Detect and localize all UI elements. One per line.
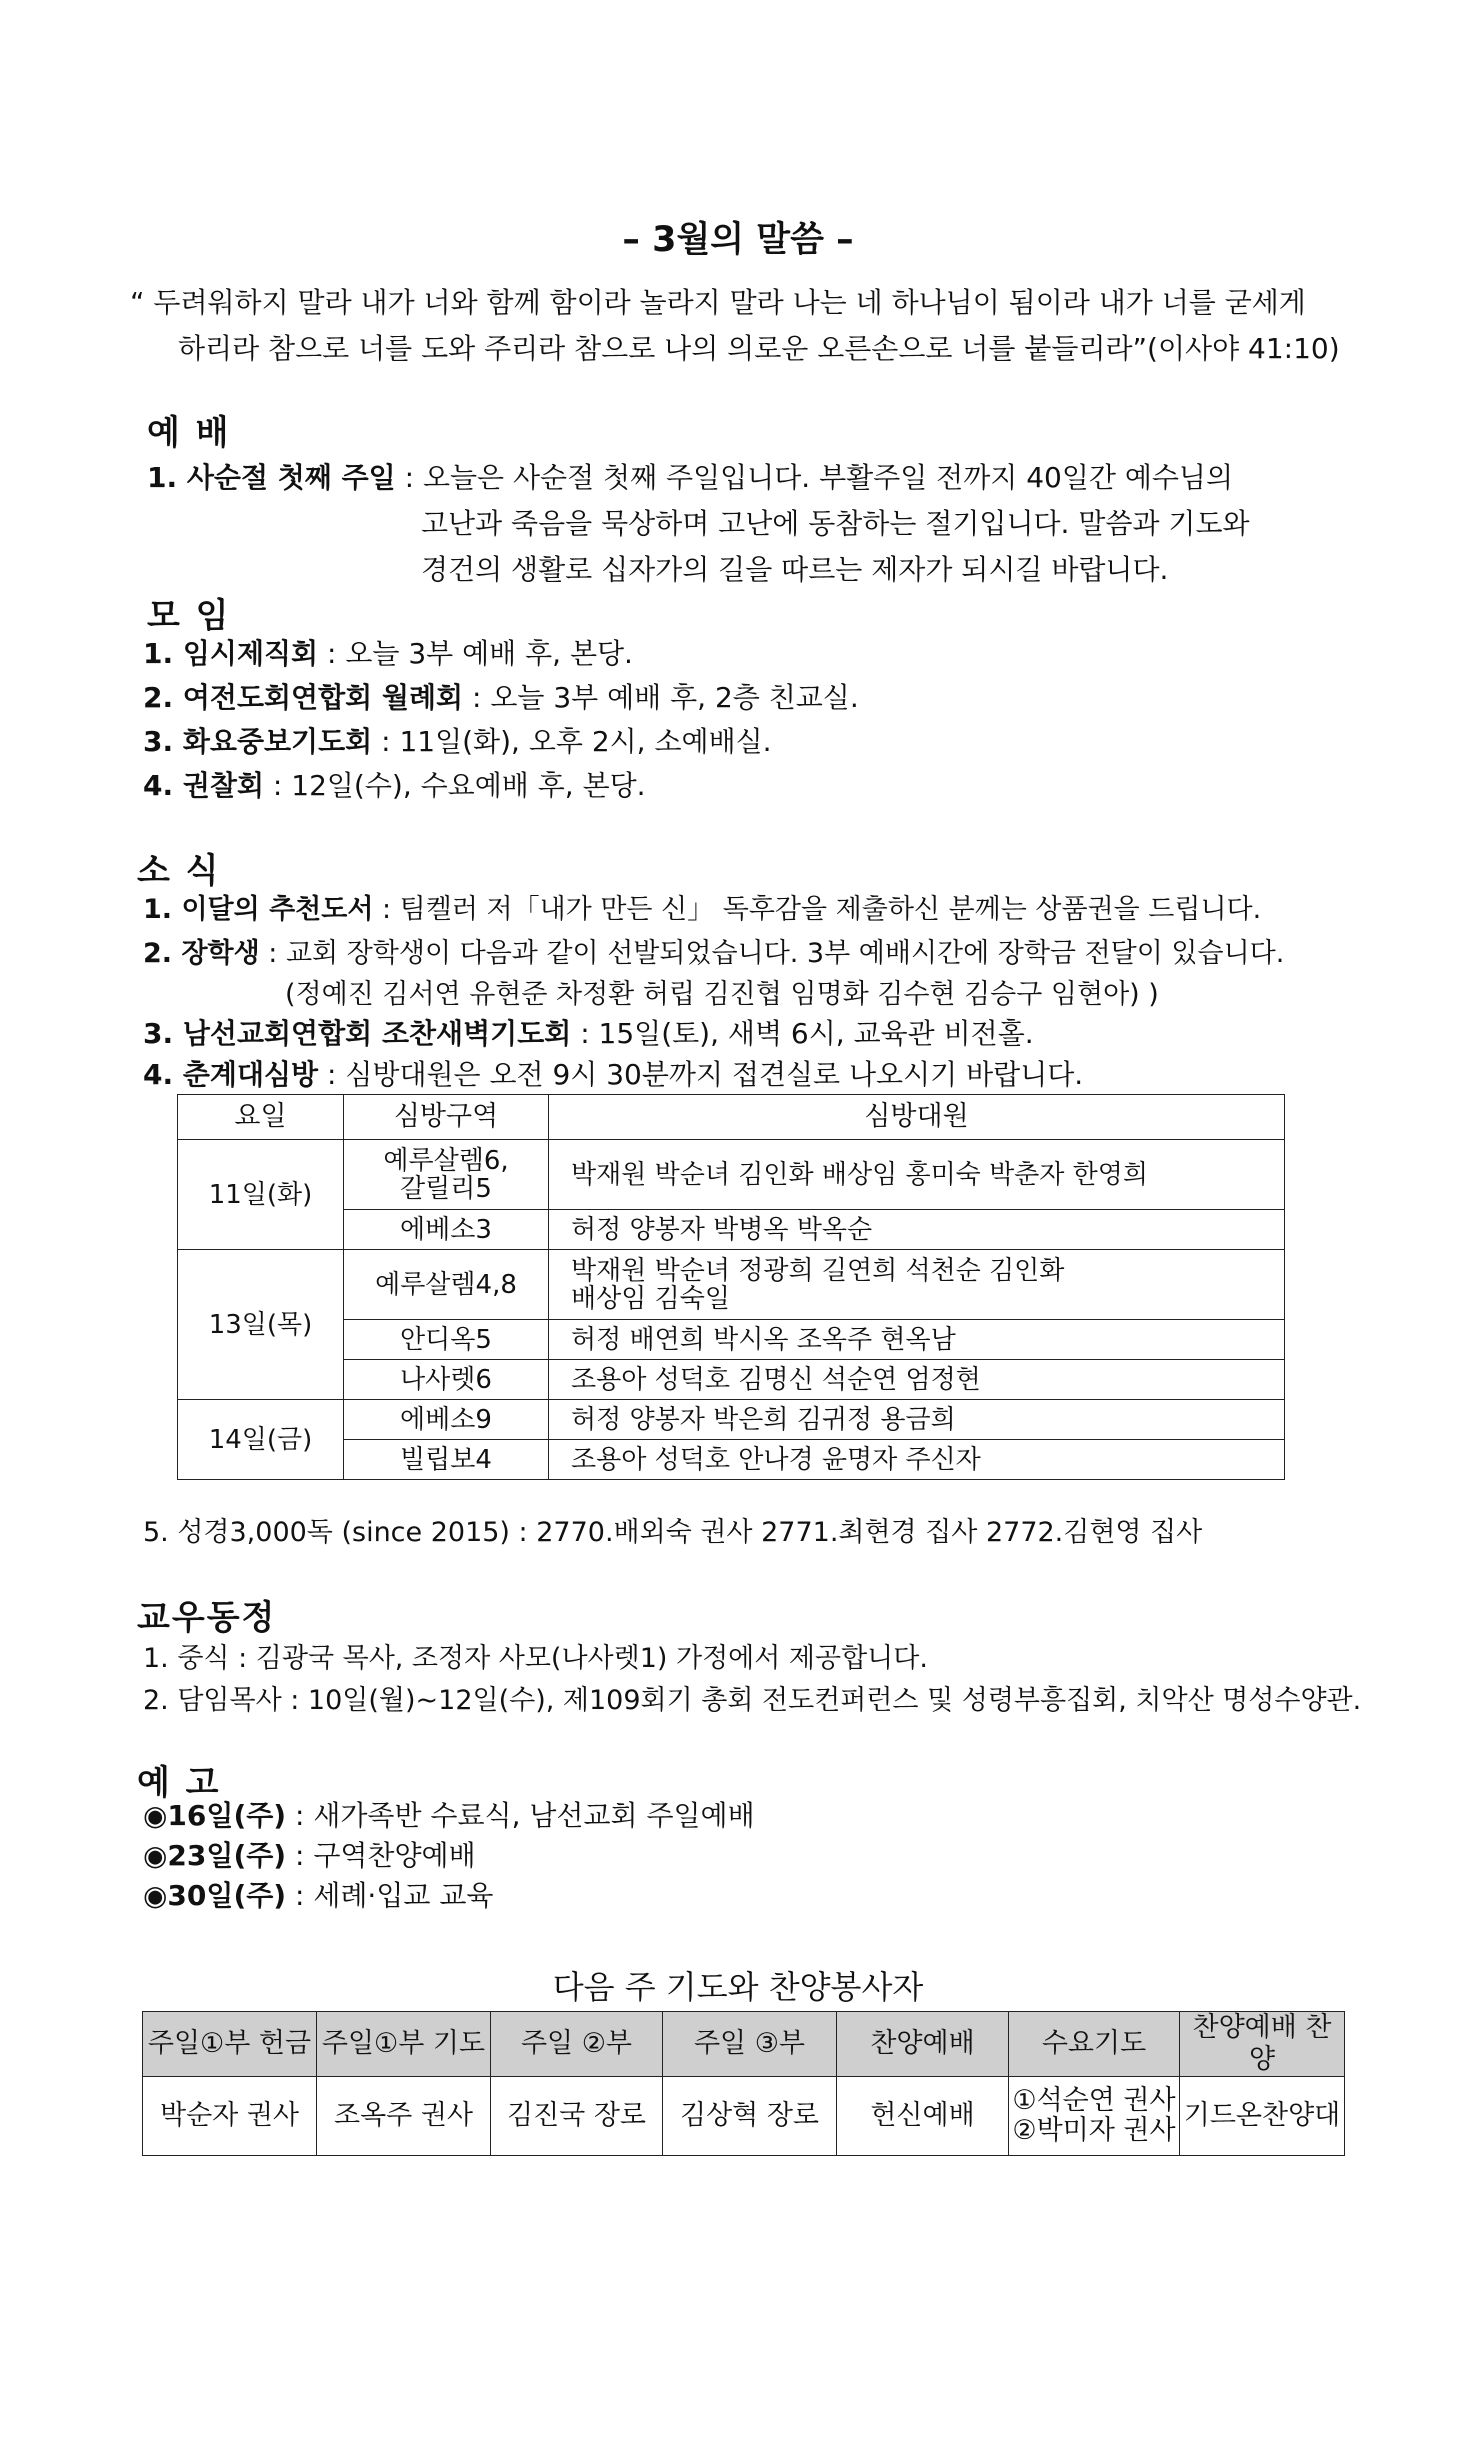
section-church-news-heading: 교우동정	[137, 1598, 277, 1638]
worship-item	[147, 455, 1362, 593]
members-cell: 조용아 성덕호 김명신 석순연 엄정현	[549, 1360, 1285, 1400]
section-news-heading: 소 식	[137, 851, 221, 891]
servers-table	[142, 2011, 1345, 2156]
meeting-item: 3. 화요중보기도회 : 11일(화), 오후 2시, 소예배실.	[143, 725, 772, 758]
area-cell: 에베소3	[344, 1210, 549, 1250]
column-header: 주일①부 헌금	[143, 2012, 317, 2077]
server-cell: 헌신예배	[837, 2077, 1009, 2156]
members-cell: 허정 양봉자 박병옥 박옥순	[549, 1210, 1285, 1250]
table-row	[178, 1320, 1285, 1360]
area-cell: 에베소9	[344, 1400, 549, 1440]
server-cell: 박순자 권사	[143, 2077, 317, 2156]
worship-item-text-2: 고난과 죽음을 묵상하며 고난에 동참하는 절기입니다. 말씀과 기도와	[421, 507, 1250, 540]
table-row	[178, 1440, 1285, 1480]
verse-line-2: 하리라 참으로 너를 도와 주리라 참으로 나의 의로운 오른손으로 너를 붙들리라”(이사야 41:10)	[178, 332, 1340, 365]
news-item: 2. 장학생 : 교회 장학생이 다음과 같이 선발되었습니다. 3부 예배시간에 장학금 전달이 있습니다.	[143, 938, 1285, 969]
area-cell: 안디옥5	[344, 1320, 549, 1360]
section-meeting-heading: 모 임	[147, 596, 231, 636]
day-cell: 14일(금)	[178, 1400, 344, 1480]
table-row	[178, 1360, 1285, 1400]
members-cell: 박재원 박순녀 김인화 배상임 홍미숙 박춘자 한영희	[549, 1140, 1285, 1210]
section-notice-heading: 예 고	[137, 1763, 221, 1803]
news-item: 1. 이달의 추천도서 : 팀켈러 저「내가 만든 신」 독후감을 제출하신 분께는 상품권을 드립니다.	[143, 894, 1262, 925]
table-header-row	[178, 1095, 1285, 1140]
table-row	[178, 1210, 1285, 1250]
news-item-scholars: (정예진 김서연 유현준 차정환 허립 김진협 임명화 김수현 김승구 임현아) )	[285, 979, 1159, 1010]
table-row	[178, 1400, 1285, 1440]
section-worship-heading: 예 배	[147, 413, 231, 453]
table-header-row	[143, 2012, 1345, 2077]
worship-item-text-1: : 오늘은 사순절 첫째 주일입니다. 부활주일 전까지 40일간 예수님의	[395, 461, 1234, 494]
members-cell: 조용아 성덕호 안나경 윤명자 주신자	[549, 1440, 1285, 1480]
day-cell: 13일(목)	[178, 1250, 344, 1400]
members-cell: 허정 양봉자 박은희 김귀정 용금희	[549, 1400, 1285, 1440]
visit-schedule-table	[177, 1094, 1285, 1480]
church-news-item: 1. 중식 : 김광국 목사, 조정자 사모(나사렛1) 가정에서 제공합니다.	[143, 1643, 928, 1674]
area-cell: 나사렛6	[344, 1360, 549, 1400]
area-cell: 예루살렘4,8	[344, 1250, 549, 1320]
church-news-item: 2. 담임목사 : 10일(월)~12일(수), 제109회기 총회 전도컨퍼런스 및 성령부흥집회, 치악산 명성수양관.	[143, 1685, 1362, 1716]
column-header: 심방대원	[549, 1095, 1285, 1140]
news-item: 3. 남선교회연합회 조찬새벽기도회 : 15일(토), 새벽 6시, 교육관 비전홀.	[143, 1017, 1034, 1050]
table-row	[143, 2077, 1345, 2156]
column-header: 요일	[178, 1095, 344, 1140]
monthly-verse	[130, 280, 1370, 372]
news-item: 4. 춘계대심방 : 심방대원은 오전 9시 30분까지 접견실로 나오시기 바랍니다.	[143, 1058, 1084, 1091]
server-cell: 김상혁 장로	[663, 2077, 837, 2156]
table-row	[178, 1140, 1285, 1210]
meeting-item: 2. 여전도회연합회 월례회 : 오늘 3부 예배 후, 2층 친교실.	[143, 681, 859, 714]
server-cell: ①석순연 권사 ②박미자 권사	[1009, 2077, 1180, 2156]
column-header: 수요기도	[1009, 2012, 1180, 2077]
members-cell: 허정 배연희 박시옥 조옥주 현옥남	[549, 1320, 1285, 1360]
news-item-bible-reading: 5. 성경3,000독 (since 2015) : 2770.배외숙 권사 2771.최현경 집사 2772.김현영 집사	[143, 1517, 1203, 1548]
table-row	[178, 1250, 1285, 1320]
server-cell: 조옥주 권사	[317, 2077, 491, 2156]
notice-item: ◉23일(주) : 구역찬양예배	[143, 1839, 476, 1872]
notice-item: ◉16일(주) : 새가족반 수료식, 남선교회 주일예배	[143, 1799, 755, 1832]
page-title: – 3월의 말씀 –	[622, 220, 854, 260]
worship-item-text-3: 경건의 생활로 십자가의 길을 따르는 제자가 되시길 바랍니다.	[421, 553, 1169, 586]
column-header: 주일①부 기도	[317, 2012, 491, 2077]
server-cell: 김진국 장로	[491, 2077, 663, 2156]
meeting-item: 1. 임시제직회 : 오늘 3부 예배 후, 본당.	[143, 637, 633, 670]
column-header: 찬양예배	[837, 2012, 1009, 2077]
column-header: 심방구역	[344, 1095, 549, 1140]
verse-line-1: “ 두려워하지 말라 내가 너와 함께 함이라 놀라지 말라 나는 네 하나님이 됨이라 내가 너를 굳세게	[130, 286, 1306, 319]
area-cell: 예루살렘6, 갈릴리5	[344, 1140, 549, 1210]
worship-item-label: 1. 사순절 첫째 주일	[147, 461, 396, 494]
day-cell: 11일(화)	[178, 1140, 344, 1250]
column-header: 찬양예배 찬양	[1180, 2012, 1345, 2077]
server-cell: 기드온찬양대	[1180, 2077, 1345, 2156]
members-cell: 박재원 박순녀 정광희 길연희 석천순 김인화 배상임 김숙일	[549, 1250, 1285, 1320]
column-header: 주일 ③부	[663, 2012, 837, 2077]
notice-item: ◉30일(주) : 세례·입교 교육	[143, 1879, 494, 1912]
meeting-item: 4. 권찰회 : 12일(수), 수요예배 후, 본당.	[143, 769, 646, 802]
area-cell: 빌립보4	[344, 1440, 549, 1480]
servers-title: 다음 주 기도와 찬양봉사자	[552, 1968, 924, 2006]
column-header: 주일 ②부	[491, 2012, 663, 2077]
